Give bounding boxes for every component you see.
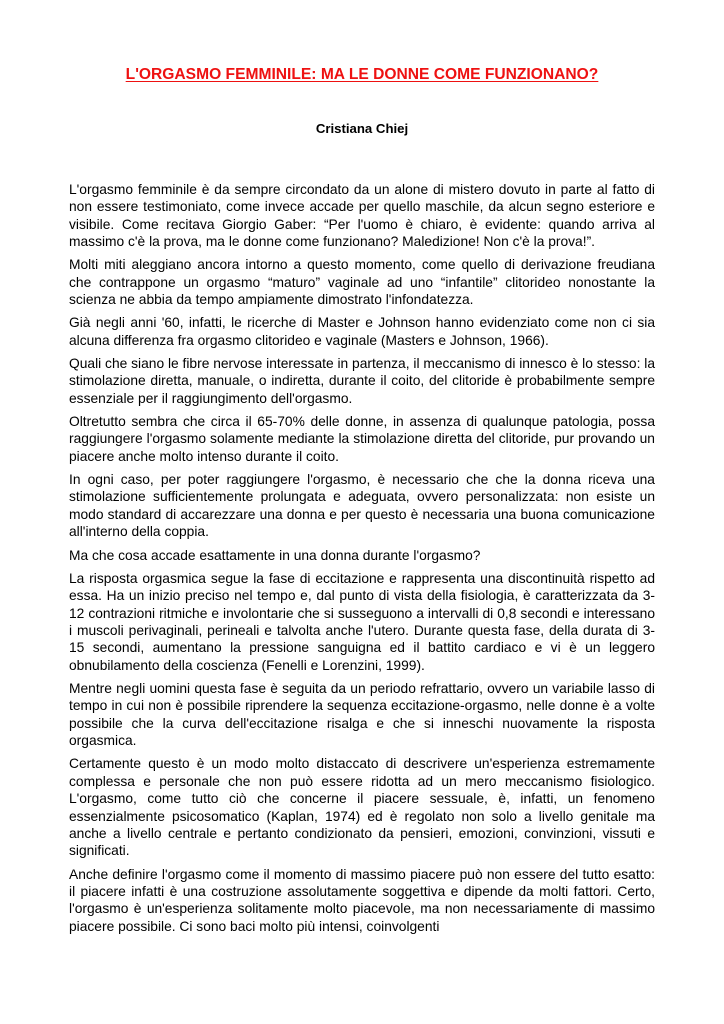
paragraph-physiology: La risposta orgasmica segue la fase di eccitazione e rappresenta una discontinuità rispetto ad essa. Ha un inizio preciso nel tempo e, dal punto di vista della fisiologia, è caratterizzata da 3-12 contrazioni ritmiche e involontarie che si susseguono a intervalli di 0,8 secondi e interessano i muscoli perivaginali, perineali e talvolta anche l'utero. Durante questa fase, della durata di 3-15 secondi, aumentano la pressione sanguigna ed il battito cardiaco e vi è un leggero obnubilamento della coscienza (Fenelli e Lorenzini, 1999).	[69, 570, 655, 673]
paragraph-psychosomatic: Certamente questo è un modo molto distaccato di descrivere un'esperienza estremamente complessa e personale che non può essere ridotta ad un mero meccanismo fisiologico. L'orgasmo, come tutto ciò che concerne il piacere sessuale, è, infatti, un fenomeno essenzialmente psicosomatico (Kaplan, 1974) ed è regolato non solo a livello genitale ma anche a livello centrale e pertanto condizionato da pensieri, emozioni, convinzioni, vissuti e significati.	[69, 756, 655, 859]
paragraph-percentage: Oltretutto sembra che circa il 65-70% delle donne, in assenza di qualunque patologia, possa raggiungere l'orgasmo solamente mediante la stimolazione diretta del clitoride, pur provando un piacere anche molto intenso durante il coito.	[69, 414, 655, 464]
paragraph-intro: L'orgasmo femminile è da sempre circondato da un alone di mistero dovuto in parte al fatto di non essere testimoniato, come invece accade per quello maschile, da alcun segno esteriore e visibile. Come recitava Giorgio Gaber: “Per l'uomo è chiaro, è evidente: quando arriva al massimo c'è la prova, ma le donne come funzionano? Maledizione! Non c'è la prova!”.	[69, 182, 655, 250]
paragraph-refractory: Mentre negli uomini questa fase è seguita da un periodo refrattario, ovvero un variabile lasso di tempo in cui non è possibile riprendere la sequenza eccitazione-orgasmo, nelle donne è a volte possibile che la curva dell'eccitazione risalga e che si inneschi nuovamente la risposta orgasmica.	[69, 680, 655, 749]
paragraph-mechanism: Quali che siano le fibre nervose interessate in partenza, il meccanismo di innesco è lo stesso: la stimolazione diretta, manuale, o indiretta, durante il coito, del clitoride è probabilmente sempre essenziale per il raggiungimento dell'orgasmo.	[69, 356, 655, 406]
paragraph-masters-johnson: Già negli anni '60, infatti, le ricerche di Master e Johnson hanno evidenziato come non ci sia alcuna differenza fra orgasmo clitorideo e vaginale (Masters e Johnson, 1966).	[69, 315, 655, 348]
paragraph-pleasure: Anche definire l'orgasmo come il momento di massimo piacere può non essere del tutto esatto: il piacere infatti è una costruzione assolutamente soggettiva e dipende da molti fattori. Certo, l'orgasmo è un'esperienza solitamente molto piacevole, ma non necessariamente di massimo piacere possibile. Ci sono baci molto più intensi, coinvolgenti	[69, 866, 655, 934]
paragraph-stimulation: In ogni caso, per poter raggiungere l'orgasmo, è necessario che che la donna riceva una stimolazione sufficientemente prolungata e adeguata, ovvero personalizzata: non esiste un modo standard di accarezzare una donna e per questo è necessaria una buona comunicazione all'interno della coppia.	[69, 472, 655, 540]
paragraph-myths: Molti miti aleggiano ancora intorno a questo momento, come quello di derivazione freudiana che contrappone un orgasmo “maturo” vaginale ad uno “infantile” clitorideo nonostante la scienza ne abbia da tempo ampiamente dimostrato l'infondatezza.	[69, 257, 655, 308]
paragraph-question: Ma che cosa accade esattamente in una donna durante l'orgasmo?	[69, 547, 481, 563]
document-body	[69, 181, 655, 941]
author-name: Cristiana Chiej	[315, 121, 409, 136]
document-title: L'ORGASMO FEMMINILE: MA LE DONNE COME FUNZIONANO?	[125, 66, 599, 83]
